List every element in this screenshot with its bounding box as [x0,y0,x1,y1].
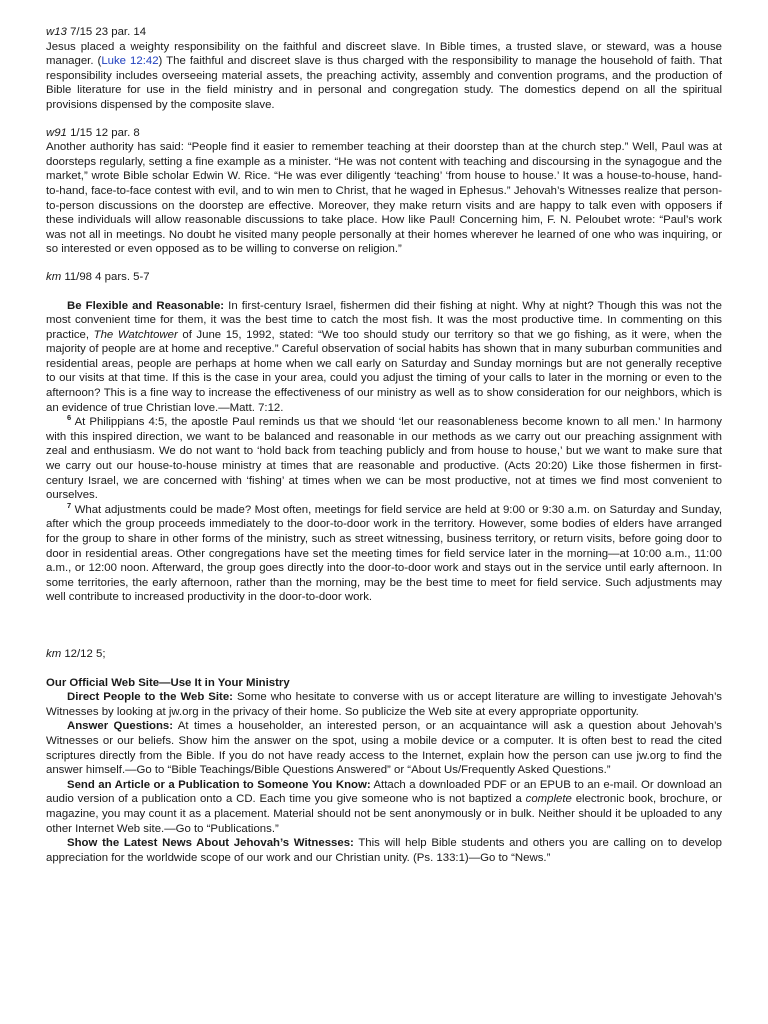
paragraph-7: $^7$ What adjustments could be made? Most often, meetings for field service are held at 9:00 or 9:30 a.m. on Saturday and Sunday, after which the group proceeds immediately to the door-to-door work in the territory. However, some bodies of elders have arranged for the group to share in other forms of the ministry, such as street witnessing, business territory, or return visits, before going door to door in residential areas. Other congregations have set the meeting times for field service later in the morning—at 10:00 a.m., 11:00 a.m., or 12:00 noon. Afterward, the group goes directly into the door-to-door work and stays out in the service until early afternoon. In some territories, the early afternoon, rather than the morning, may be the best time to meet for field service. Such adjustments may well contribute to increased productivity in the door-to-door work. [46,501,722,604]
reference-km-1212: km 12/12 5; [46,647,106,660]
paragraph-direct-people: Direct People to the Web Site: Some who hesitate to converse with us or accept literature are willing to investigate Jehovah’s Witnesses by looking at jw.org in the privacy of their home. So publicize the Web site at every appropriate opportunity. [46,691,722,718]
reference-w91: w91 1/15 12 par. 8 [46,126,140,139]
paragraph-number: 6 [67,413,72,423]
reference-w13: w13 7/15 23 par. 14 [46,26,147,38]
paragraph-latest-news: Show the Latest News About Jehovah’s Witnesses: This will help Bible students and others you are calling on to develop appreciation for the worldwide scope of our work and our Christian unity. (Ps. 133:1)—Go to “News.” [46,837,722,864]
paragraph-w13: Jesus placed a weighty responsibility on the faithful and discreet slave. In Bible times, a trusted slave, or steward, was a house manager. (Luke 12:42) The faithful and discreet slave is thus charged with the responsibility to manage the household of faith. That responsibility includes overseeing material assets, the preaching activity, assembly and convention programs, and the production of Bible literature for use in the field ministry and in personal and congregation study. The domestics depend on all the spiritual provisions dispensed by the composite slave. [46,40,722,111]
section-w13 [46,25,722,113]
paragraph-answer-questions: Answer Questions: At times a householder, an interested person, or an acquaintance will ask a question about Jehovah’s Witnesses or our beliefs. Show him the answer on the spot, using a mobile device or a computer. It is often best to read the cited scriptures directly from the Bible. If you do not have ready access to the Internet, explain how the person can use jw.org to find the answer himself.—Go to “Bible Teachings/Bible Questions Answered” or “About Us/Frequently Asked Questions.” [46,720,722,777]
paragraph-w91: Another authority has said: “People find it easier to remember teaching at their doorstep than at the church step.” Well, Paul was at doorsteps regularly, setting a fine example as a minister. “He was not content with teaching and discoursing in the synagogue and the market,” wrote Bible scholar Edwin W. Rice. “He was ever diligently ‘teaching’ ‘from house to house.’ It was a house-to-house, hand-to-hand, face-to-face contest with evil, and to win men to Christ, that he waged in Ephesus.” Jehovah’s Witnesses realize that person-to-person discussions on the doorstep are effective. Moreover, they make return visits and are happy to talk even with opposers if these individuals will allow reasonable discussions to take place. How like Paul! Concerning him, F. N. Peloubet wrote: “Paul’s work was not all in meetings. No doubt he visited many people personally at their homes wherever he learned of one who was inquiring, or so interested or even opposed as to be willing to converse on religion.” [46,141,722,256]
scripture-link[interactable]: Luke 12:42 [101,55,159,68]
article-title: Our Official Web Site—Use It in Your Ministry [46,676,290,689]
section-km-1198 [46,270,722,605]
paragraph-send-article: Send an Article or a Publication to Someone You Know: Attach a downloaded PDF or an EPUB to an e-mail. Or download an audio version of a publication onto a CD. Each time you give someone who is not baptized a complete electronic book, brochure, or magazine, you may count it as a placement. Material should not be sent anonymously or in bulk. Neither should it be uploaded to any other Internet Web site.—Go to “Publications.” [46,778,722,835]
section-km-1212 [46,647,722,865]
section-w91 [46,126,722,257]
paragraph-number: 7 [67,501,72,511]
paragraph-6: $^6$ At Philippians 4:5, the apostle Paul reminds us that we should ‘let our reasonableness become known to all men.’ In harmony with this inspired direction, we want to be balanced and reasonable in our methods as we carry out our preaching assignment with zeal and enthusiasm. We do not want to ‘hold back from teaching publicly and from house to house,’ but we want to make sure that we carry out our house-to-house ministry at times that are reasonable and productive. (Acts 20:20) Like those fishermen in first-century Israel, we are concerned with ‘fishing’ at times when we can be most productive, not at times we find most convenient to ourselves. [46,413,722,502]
paragraph-5: Be Flexible and Reasonable: In first-century Israel, fishermen did their fishing at night. Why at night? Though this was not the most convenient time for them, it was the best time to catch the most fish. It was the most productive time. In commenting on this practice, The Watchtower of June 15, 1992, stated: “We too should study our territory so that we go fishing, as it were, when the majority of people are at home and receptive.” Careful observation of social habits has shown that in many suburban communities and residential areas, people are perhaps at home when we call early on Saturday and Sunday mornings but are not generally receptive to our visits at that time. If this is the case in your area, could you adjust the timing of your calls to later in the morning or even to the afternoon? This is a fine way to increase the effectiveness of our ministry as well as to show consideration for our neighbors, which is an evidence of true Christian love.—Matt. 7:12. [46,299,722,414]
reference-km-1198: km 11/98 4 pars. 5-7 [46,270,150,283]
